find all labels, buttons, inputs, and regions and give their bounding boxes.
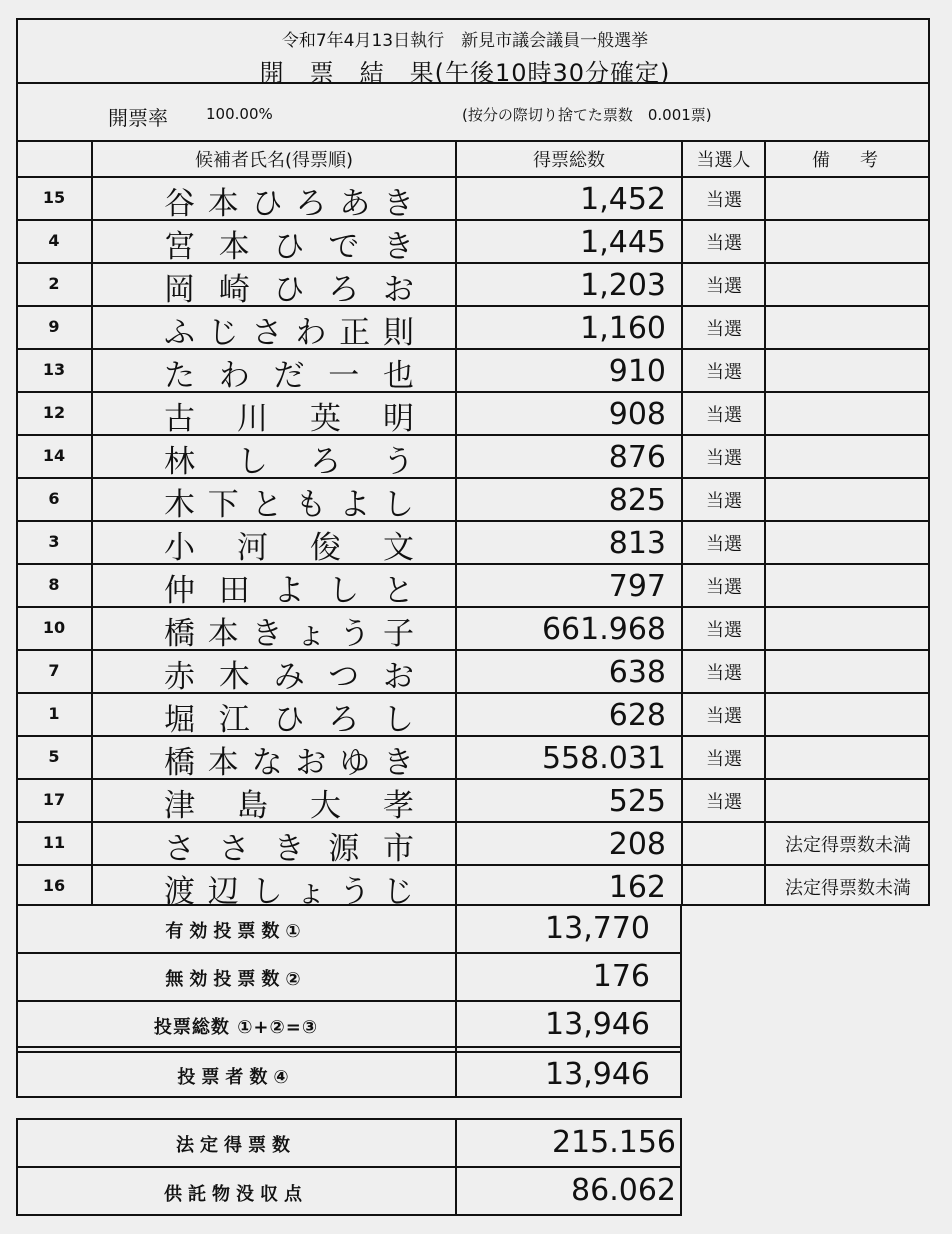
candidate-votes: 525: [608, 784, 666, 819]
candidate-name: 岡崎ひろお: [164, 272, 414, 308]
legal-threshold-label: 法定得票数: [176, 1135, 296, 1156]
table-row: [16, 477, 930, 523]
table-row: [16, 348, 930, 394]
candidate-name: 赤木みつお: [164, 659, 414, 695]
table-row: [16, 262, 930, 308]
elected-mark: 当選: [706, 190, 742, 211]
candidate-number: 13: [42, 360, 66, 379]
candidate-votes: 628: [608, 698, 666, 733]
table-row: [16, 606, 930, 652]
rounding-note: (按分の際切り捨てた票数 0.001票): [462, 106, 712, 124]
candidate-name: 谷本ひろあき: [164, 186, 414, 222]
candidate-name: 宮本ひでき: [164, 229, 414, 265]
candidate-number: 17: [42, 790, 66, 809]
candidate-votes: 910: [608, 354, 666, 389]
summary-rule: [16, 1000, 682, 1002]
candidate-votes: 558.031: [541, 741, 666, 776]
turnout-value: 100.00%: [206, 105, 273, 123]
table-row: [16, 391, 930, 437]
candidate-number: 2: [48, 274, 60, 293]
threshold-rule: [16, 1166, 682, 1168]
candidate-votes: 1,160: [580, 311, 666, 346]
candidate-number: 16: [42, 876, 66, 895]
candidate-number: 14: [42, 446, 66, 465]
valid-votes-value: 13,770: [545, 911, 650, 946]
table-row: [16, 735, 930, 781]
candidate-number: 11: [42, 833, 66, 852]
candidate-name: ふじさわ正則: [164, 315, 414, 351]
candidate-number: 8: [48, 575, 60, 594]
candidate-votes: 1,452: [580, 182, 666, 217]
candidate-votes: 908: [608, 397, 666, 432]
table-row: [16, 563, 930, 609]
candidate-votes: 1,203: [580, 268, 666, 303]
table-row: [16, 778, 930, 824]
candidate-name: 津島大孝: [164, 788, 414, 824]
table-row: [16, 649, 930, 695]
summary-rule: [16, 1051, 682, 1053]
candidate-name: 林しろう: [164, 444, 414, 480]
candidate-votes: 162: [608, 870, 666, 905]
candidate-votes: 876: [608, 440, 666, 475]
candidate-name: 木下ともよし: [164, 487, 414, 523]
candidate-number: 15: [42, 188, 66, 207]
elected-mark: 当選: [706, 319, 742, 340]
candidate-name: 小河俊文: [164, 530, 414, 566]
candidate-number: 6: [48, 489, 60, 508]
candidate-votes: 1,445: [580, 225, 666, 260]
elected-mark: 当選: [706, 577, 742, 598]
elected-mark: 当選: [706, 405, 742, 426]
invalid-votes-label: 無効投票数②: [165, 969, 307, 990]
table-row: [16, 305, 930, 351]
table-row: [16, 434, 930, 480]
turnout-label: 開票率: [108, 106, 168, 130]
table-row: [16, 692, 930, 738]
table-row: [16, 520, 930, 566]
candidate-number: 5: [48, 747, 60, 766]
election-title: 令和7年4月13日執行 新見市議会議員一般選挙: [281, 31, 649, 51]
table-row: [16, 821, 930, 867]
table-row: [16, 864, 930, 910]
candidate-votes: 208: [608, 827, 666, 862]
candidate-name: 古川英明: [164, 401, 414, 437]
candidate-number: 4: [48, 231, 60, 250]
elected-mark: 当選: [706, 792, 742, 813]
deposit-forfeit-label: 供託物没収点: [164, 1184, 308, 1205]
candidate-remark: 法定得票数未満: [785, 835, 911, 856]
col-header-name: 候補者氏名(得票順): [194, 150, 354, 171]
candidate-votes: 825: [608, 483, 666, 518]
candidate-name: たわだ一也: [164, 358, 414, 394]
candidate-number: 1: [48, 704, 60, 723]
total-votes-label: 投票総数 ①+②=③: [153, 1017, 319, 1038]
elected-mark: 当選: [706, 276, 742, 297]
candidate-name: 堀江ひろし: [164, 702, 414, 738]
candidate-number: 9: [48, 317, 60, 336]
candidate-votes: 638: [608, 655, 666, 690]
candidate-votes: 797: [608, 569, 666, 604]
candidate-name: ささき源市: [164, 831, 414, 867]
voters-label: 投票者数④: [177, 1067, 295, 1088]
candidate-name: 渡辺しょうじ: [164, 874, 414, 910]
candidate-remark: 法定得票数未満: [785, 878, 911, 899]
elected-mark: 当選: [706, 362, 742, 383]
summary-rule: [16, 952, 682, 954]
voters-value: 13,946: [545, 1057, 650, 1092]
col-header-votes: 得票総数: [533, 150, 605, 171]
elected-mark: 当選: [706, 749, 742, 770]
elected-mark: 当選: [706, 663, 742, 684]
table-row: [16, 219, 930, 265]
candidate-number: 12: [42, 403, 66, 422]
table-row: [16, 176, 930, 222]
elected-mark: 当選: [706, 620, 742, 641]
elected-mark: 当選: [706, 233, 742, 254]
candidate-number: 10: [42, 618, 66, 637]
candidate-number: 3: [48, 532, 60, 551]
elected-mark: 当選: [706, 448, 742, 469]
candidate-name: 橋本きょう子: [164, 616, 414, 652]
invalid-votes-value: 176: [592, 959, 650, 994]
elected-mark: 当選: [706, 706, 742, 727]
summary-rule: [16, 1046, 682, 1048]
deposit-forfeit-value: 86.062: [571, 1173, 676, 1208]
elected-mark: 当選: [706, 534, 742, 555]
valid-votes-label: 有効投票数①: [165, 921, 307, 942]
candidate-name: 仲田よしと: [164, 573, 414, 609]
col-header-elected: 当選人: [696, 150, 751, 171]
candidate-number: 7: [48, 661, 60, 680]
results-title: 開 票 結 果(午後10時30分確定): [259, 59, 671, 87]
legal-threshold-value: 215.156: [551, 1125, 676, 1160]
candidate-votes: 813: [608, 526, 666, 561]
col-header-remarks: 備 考: [812, 150, 884, 171]
candidate-votes: 661.968: [541, 612, 666, 647]
candidate-name: 橋本なおゆき: [164, 745, 414, 781]
total-votes-value: 13,946: [545, 1007, 650, 1042]
elected-mark: 当選: [706, 491, 742, 512]
